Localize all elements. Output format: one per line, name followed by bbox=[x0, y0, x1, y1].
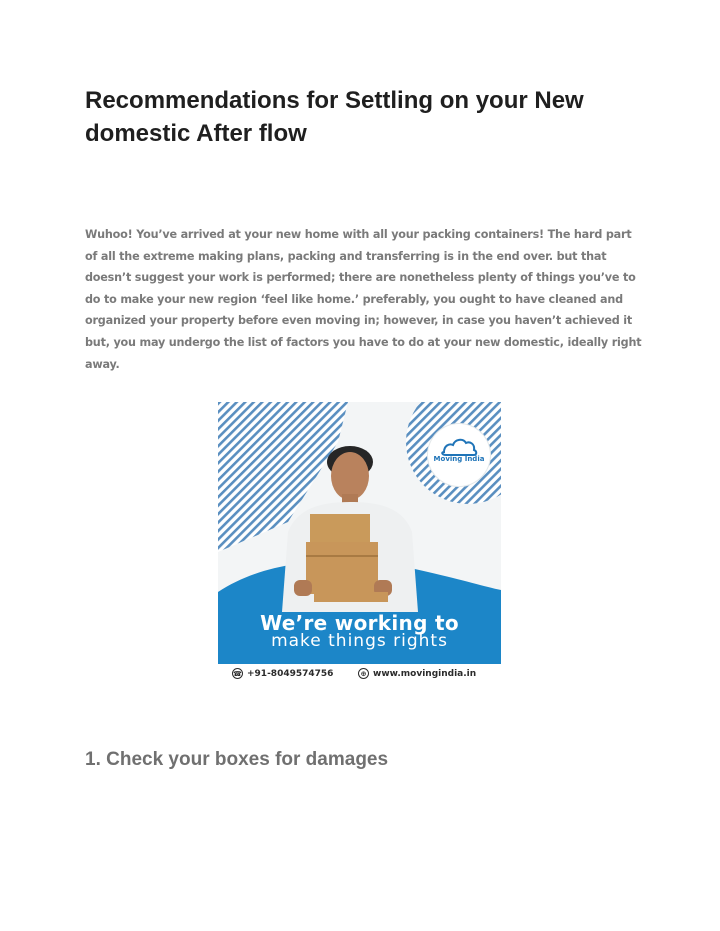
globe-icon: ⊕ bbox=[358, 668, 369, 679]
website-url: www.movingindia.in bbox=[373, 668, 477, 679]
promo-headline-line-2: make things rights bbox=[271, 631, 448, 651]
website-contact bbox=[358, 668, 476, 679]
phone-icon: ☎ bbox=[233, 670, 242, 678]
logo-wordmark: Moving India bbox=[433, 455, 485, 463]
intro-paragraph: Wuhoo! You’ve arrived at your new home with all your packing containers! The hard part of all the extreme making plans, packing and transferring is in the end over. but that doesn’t suggest your work is performed; there are nonetheless plenty of things you’ve to do to make your new region ‘feel like home.’ preferably, you ought to have cleaned and organized your property before even moving in; however, in case you haven’t achieved it but, you may undergo the list of factors you have to do at your new domestic, ideally right away. bbox=[85, 228, 642, 371]
contact-bar bbox=[218, 664, 501, 685]
section-heading: 1. Check your boxes for damages bbox=[85, 749, 389, 770]
phone-number: +91-8049574756 bbox=[247, 668, 334, 679]
promo-headline-line-1: We’re working to bbox=[260, 611, 459, 635]
promo-image bbox=[218, 402, 501, 685]
phone-contact bbox=[232, 668, 333, 679]
page-title: Recommendations for Settling on your New domestic After flow bbox=[85, 87, 584, 147]
moving-india-logo bbox=[428, 424, 490, 486]
